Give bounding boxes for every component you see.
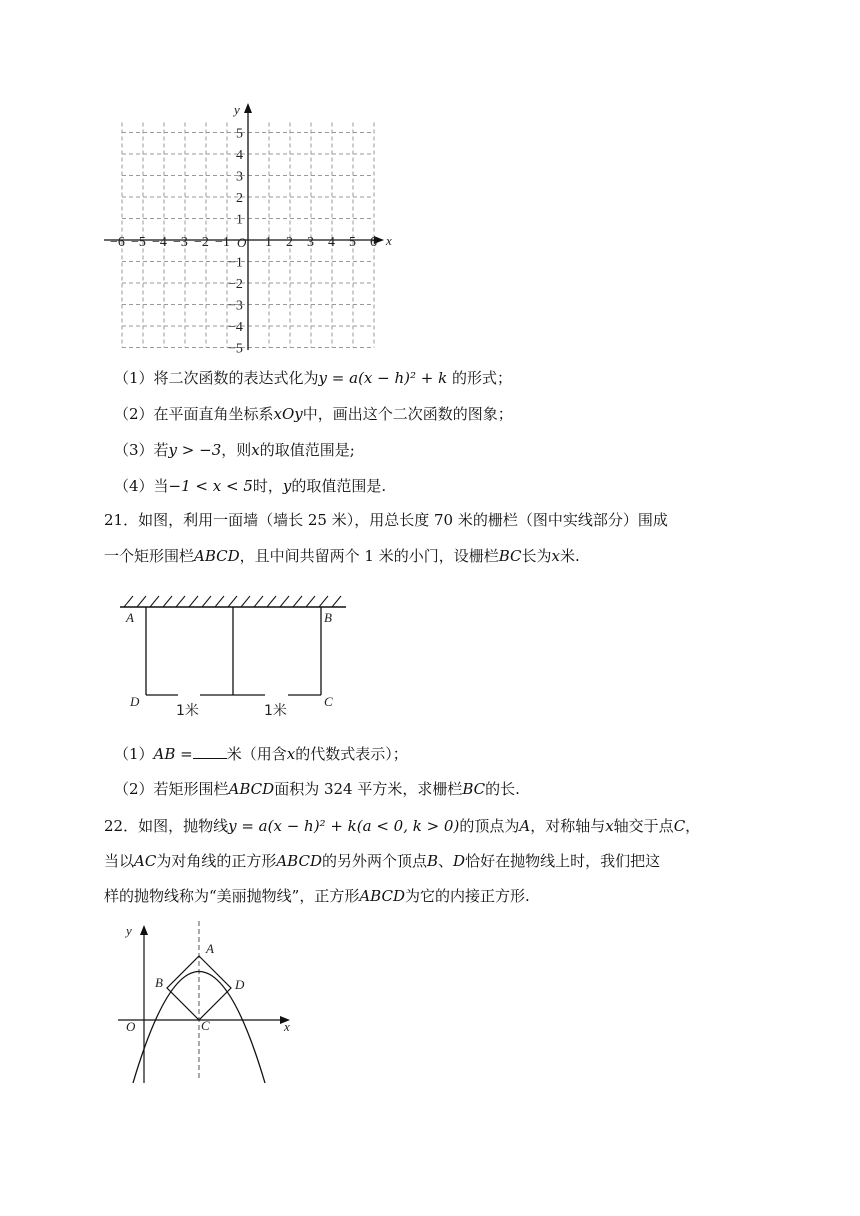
wall-hatch [254, 596, 263, 607]
x-tick-label: −4 [152, 235, 167, 250]
wall-hatch [215, 596, 224, 607]
y-axis-label: y [234, 102, 240, 117]
q22-stem-line3: 样的抛物线称为“美丽抛物线”，正方形ABCD为它的内接正方形. [104, 887, 530, 905]
p-label-a: A [206, 941, 214, 956]
q22-stem-line2: 当以AC为对角线的正方形ABCD的另外两个顶点B、D恰好在抛物线上时，我们把这 [104, 852, 661, 870]
answer-blank [193, 744, 227, 759]
wall-hatch [306, 596, 315, 607]
fence-figure [0, 585, 860, 725]
y-tick-label: −2 [228, 277, 243, 292]
wall-hatch [176, 596, 185, 607]
x-tick-label: −2 [194, 235, 209, 250]
q20-part1: （1）将二次函数的表达式化为y = a(x − h)² + k 的形式； [114, 369, 512, 387]
p-label-b: B [155, 975, 163, 990]
door-label-2: 1米 [264, 703, 287, 719]
q20-part3: （3）若y > −3，则x的取值范围是; [114, 441, 355, 459]
q21-stem-line1: 21．如图，利用一面墙（墙长 25 米），用总长度 70 米的栅栏（图中实线部分）围成 [104, 511, 668, 529]
wall-hatch [228, 596, 237, 607]
y-tick-label: 4 [236, 148, 243, 163]
door-label-1: 1米 [176, 703, 199, 719]
wall-hatch [124, 596, 133, 607]
q20-part2: （2）在平面直角坐标系xOy中，画出这个二次函数的图象； [114, 405, 513, 423]
coordinate-grid-figure [0, 0, 860, 360]
fence-label-a: A [126, 610, 134, 625]
y-tick-label: 1 [236, 212, 243, 228]
p-label-o: O [126, 1019, 136, 1034]
x-tick-label: 3 [307, 235, 314, 250]
fence-label-c: C [324, 694, 333, 709]
y-tick-label: 3 [236, 169, 243, 185]
origin-label: O [237, 235, 247, 250]
y-tick-label: −5 [228, 341, 243, 357]
y-tick-label: −1 [228, 255, 243, 271]
wall-hatch [241, 596, 250, 607]
wall-hatch [137, 596, 146, 607]
wall-hatch [267, 596, 276, 607]
p-y-axis-arrow [140, 925, 148, 935]
x-tick-label: −1 [215, 235, 230, 250]
y-tick-label: −4 [228, 320, 243, 335]
y-tick-label: 5 [236, 126, 243, 142]
x-tick-label: −3 [173, 235, 188, 250]
wall-hatch [163, 596, 172, 607]
x-tick-label: −5 [131, 235, 146, 250]
wall-hatch [150, 596, 159, 607]
y-tick-label: 2 [236, 191, 243, 206]
p-label-d: D [235, 977, 245, 992]
p-label-x: x [284, 1019, 290, 1034]
wall-hatch [293, 596, 302, 607]
q21-stem-line2: 一个矩形围栏ABCD，且中间共留两个 1 米的小门，设栅栏BC长为x米. [104, 547, 580, 565]
q20-part4: （4）当−1 < x < 5时，y的取值范围是. [114, 477, 387, 495]
wall-hatch [189, 596, 198, 607]
fence-label-b: B [324, 610, 332, 625]
q21-part1: （1）AB = 米（用含x的代数式表示）； [114, 745, 408, 763]
x-tick-label: −6 [110, 235, 125, 250]
p-label-c: C [201, 1018, 210, 1033]
y-axis-arrow [244, 103, 252, 113]
p-label-y: y [126, 923, 132, 938]
x-tick-label: 5 [349, 235, 356, 250]
y-tick-label: −3 [228, 298, 243, 314]
x-axis-label: x [386, 233, 392, 248]
x-tick-label: 1 [265, 235, 272, 250]
parabola-figure [0, 915, 860, 1095]
fence-label-d: D [130, 694, 140, 709]
x-tick-label: 2 [286, 235, 293, 250]
q22-stem-line1: 22．如图，抛物线y = a(x − h)² + k(a < 0, k > 0)的顶点为A，对称轴与x轴交于点C， [104, 817, 701, 835]
x-tick-label: 4 [328, 235, 335, 250]
q21-part2: （2）若矩形围栏ABCD面积为 324 平方米，求栅栏BC的长. [114, 780, 520, 798]
wall-hatch [319, 596, 328, 607]
wall-hatch [280, 596, 289, 607]
x-tick-label: 6 [370, 235, 377, 250]
wall-hatch [202, 596, 211, 607]
wall-hatch [332, 596, 341, 607]
